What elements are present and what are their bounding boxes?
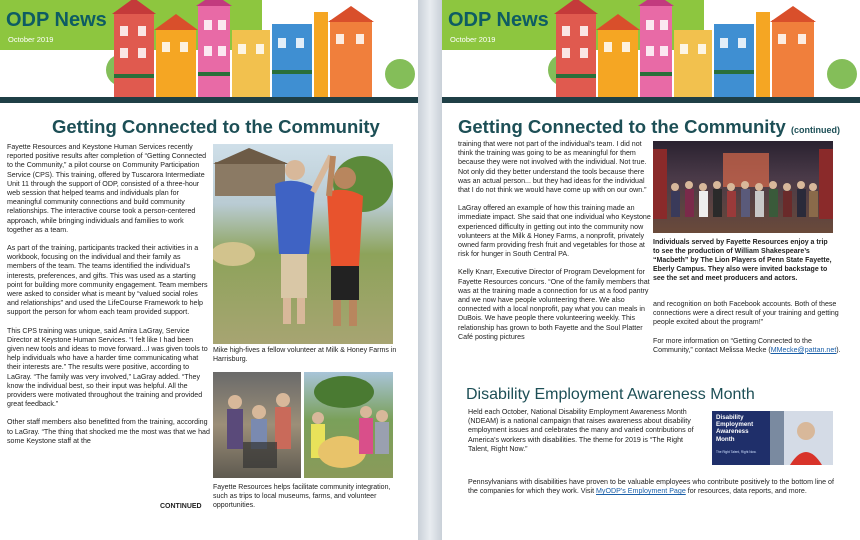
ndeam-paragraph-2 bbox=[468, 478, 840, 496]
photo-caption: Fayette Resources helps facilitate community integration, such as trips to local museums, farms, and volunteer opportunities. bbox=[213, 484, 391, 509]
article-paragraph: and recognition on both Facebook accounts. Both of these connections were a direct result of your training and getting people excited about the program!” bbox=[653, 300, 839, 327]
continued-label: CONTINUED bbox=[160, 503, 202, 510]
contact-text-end: ). bbox=[836, 345, 841, 354]
newsletter-date: October 2019 bbox=[8, 35, 54, 44]
ndeam-text-end: for resources, data reports, and more. bbox=[685, 487, 807, 496]
header-divider bbox=[442, 97, 860, 103]
photo-museum-visit bbox=[213, 372, 301, 478]
photo-caption: Mike high-fives a fellow volunteer at Milk & Honey Farms in Harrisburg. bbox=[213, 347, 397, 363]
photo-macbeth-cast bbox=[653, 141, 833, 233]
page-gutter bbox=[418, 0, 442, 540]
ndeam-poster-subtitle: The Right Talent, Right Now. bbox=[716, 450, 757, 454]
article-paragraph: LaGray offered an example of how this training made an immediate impact. She said that one individual who Keystone experienced difficulty in getting out into the community now volunteers at the Milk & Honey Farms, a nonprofit, privately owned farm providing fresh fruit and vegetables for those at risk for hunger in South Central PA. bbox=[458, 204, 651, 259]
article-headline: Getting Connected to the Community bbox=[52, 116, 380, 137]
photo-pumpkin-farm bbox=[304, 372, 393, 478]
photo-high-five bbox=[213, 144, 393, 344]
contact-email-link[interactable]: MMecke@pattan.net bbox=[770, 345, 837, 354]
photo-caption: Individuals served by Fayette Resources enjoy a trip to see the production of William Shakespeare’s “Macbeth” by The Lion Players of Penn State Fayette, Eberly Campus. They also were invited backstage to see the set and meet producers and actors. bbox=[653, 239, 832, 282]
newsletter-title: ODP News bbox=[448, 9, 549, 31]
ndeam-section-title: Disability Employment Awareness Month bbox=[466, 386, 755, 403]
article-paragraph: Other staff members also benefitted from the training, according to LaGray. “The thing that shocked me the most was that we had some Keystone staff at the bbox=[7, 418, 210, 445]
ndeam-paragraph: Held each October, National Disability Employment Awareness Month (NDEAM) is a national campaign that raises awareness about disability employment issues and celebrates the many and varied contributions of America’s workers with disabilities. The theme for 2019 is “The Right Talent, Right Now.” bbox=[468, 408, 694, 453]
ndeam-body-2 bbox=[468, 478, 840, 505]
article-body-right-col2 bbox=[653, 300, 843, 364]
ndeam-poster bbox=[712, 411, 833, 465]
headline-continued-tag: (continued) bbox=[791, 125, 840, 135]
contact-text: For more information on “Getting Connected to the Community,” contact Melissa Mecke ( bbox=[653, 336, 812, 354]
newsletter-page-left bbox=[0, 0, 418, 540]
article-body-right bbox=[458, 140, 656, 351]
article-paragraph: Fayette Resources and Keystone Human Services recently reported positive results after completion of “Getting Connected to the Community,” a pilot course on Community Participation Service (CPS). This training, offered by Tuscarora Intermediate Unit 11 through the support of ODP, consisted of a three-hour web session that helped teams and individuals plan for meaningful community connections and build community relationships. The interactive course took a person-centered approach, while bringing individuals and families to work together as a team. bbox=[7, 143, 207, 234]
town-illustration bbox=[100, 0, 418, 98]
newsletter-page-right bbox=[442, 0, 860, 540]
article-paragraph: training that were not part of the individual’s team. I did not think the training was going to be as meaningful for them because they were not involved with the individual. Not true. Not only did they better understand the tools because there was an actual person... but they had ideas for the individual that I do not think we would have come up with on our own.” bbox=[458, 140, 647, 195]
newsletter-title: ODP News bbox=[6, 9, 107, 31]
header-divider bbox=[0, 97, 418, 103]
newsletter-header bbox=[0, 0, 418, 102]
article-paragraph: As part of the training, participants tracked their activities in a workbook, focusing on the individual and their family as members of the team. The teams identified the individual’s interests, preferences, and gifts. This was used as a starting point for building more community engagement. Team members were asked to consider what is meant by “valued social roles and relationships” and used the LifeCourse Framework to help support the person for whom each team provided support. bbox=[7, 244, 208, 317]
employment-page-link[interactable]: MyODP’s Employment Page bbox=[596, 487, 686, 496]
ndeam-body bbox=[468, 408, 704, 463]
contact-paragraph bbox=[653, 337, 843, 355]
newsletter-date: October 2019 bbox=[450, 35, 496, 44]
article-paragraph: This CPS training was unique, said Amira LaGray, Service Director at Keystone Human Services. “I felt like I had been given new tools and ideas to move forward...I was given tools to help individuals who have a harder time communicating what their interests are.” The results were positive, according to LaGray. “The family was very involved,” LaGray added. “They know the individual best, so their input was helpful. All the providers were motivated throughout the training and provided great feedback.” bbox=[7, 326, 208, 409]
article-paragraph: Kelly Knarr, Executive Director of Program Development for Fayette Resources concurs. “One of the family members that was at the training made a connection for us at a food pantry and we now have people volunteering there. We also connected with a local nonprofit, pay what you can meals in DuBois. We have people there volunteering weekly. This relationship has grown to both Fayette and the Soul Platter Café posting pictures bbox=[458, 268, 650, 341]
article-body-left bbox=[7, 143, 211, 455]
newsletter-header bbox=[442, 0, 860, 102]
article-headline bbox=[458, 116, 840, 138]
ndeam-text: Pennsylvanians with disabilities have proven to be valuable employees who contribute positively to the bottom line of the companies for which they work. Visit bbox=[468, 478, 834, 496]
article-headline-text: Getting Connected to the Community bbox=[458, 116, 786, 137]
ndeam-poster-title: Disability Employment Awareness Month bbox=[716, 414, 754, 443]
town-illustration bbox=[542, 0, 860, 98]
